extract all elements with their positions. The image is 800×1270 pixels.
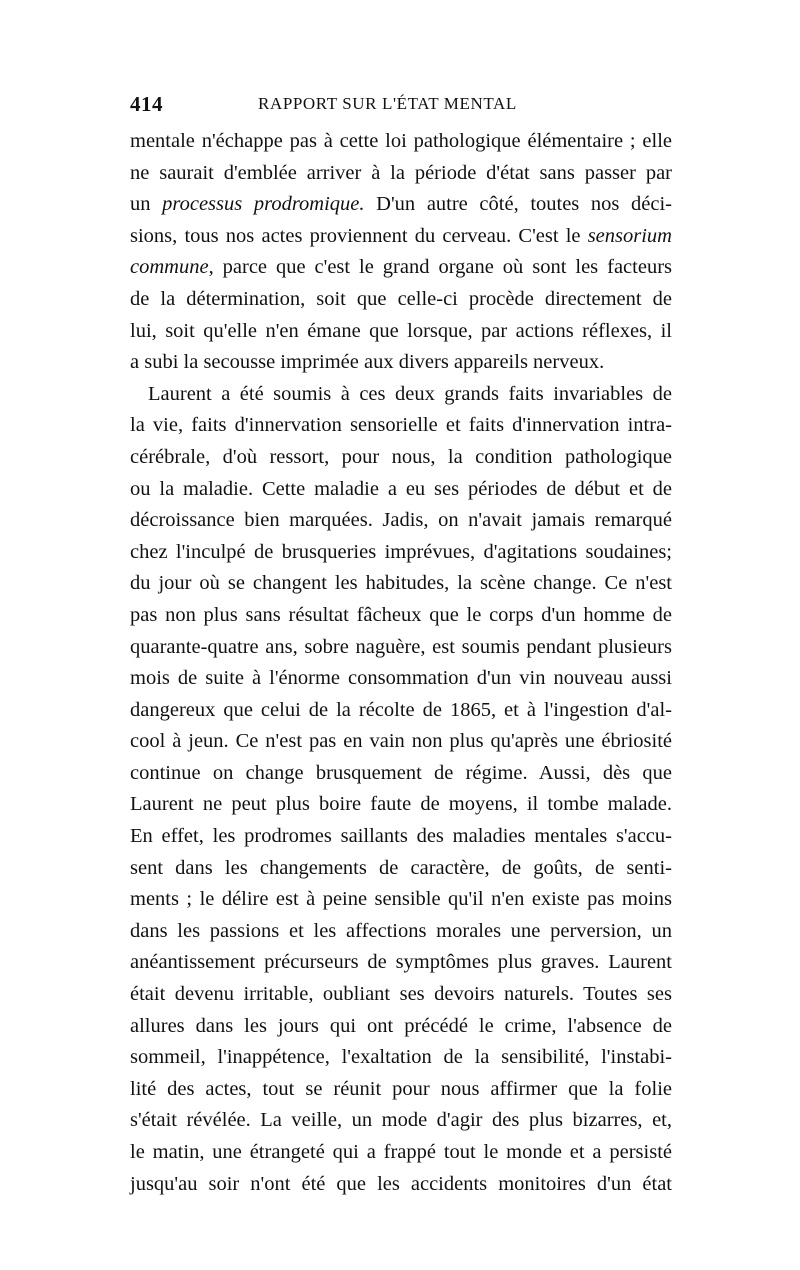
text-line xyxy=(130,632,672,664)
text-span: lui, soit qu'elle n'en émane que lorsque, par actions réflexes, il xyxy=(130,319,672,342)
text-line xyxy=(130,758,672,790)
text-span: du jour où se changent les habitudes, la scène change. Ce n'est xyxy=(130,572,672,595)
text-span: Laurent ne peut plus boire faute de moyens, il tombe malade. xyxy=(130,793,672,816)
text-span: , parce que c'est le grand organe où sont les facteurs xyxy=(208,256,672,279)
text-line xyxy=(130,600,672,632)
text-line xyxy=(130,158,672,190)
text-line xyxy=(130,916,672,948)
text-line xyxy=(130,1169,672,1201)
text-span: Laurent a été soumis à ces deux grands faits invariables de xyxy=(148,382,672,405)
text-span: ments ; le délire est à peine sensible qu'il n'en existe pas moins xyxy=(130,888,672,911)
text-line xyxy=(130,221,672,253)
text-line xyxy=(130,284,672,316)
text-line xyxy=(130,884,672,916)
text-span: sions, tous nos actes proviennent du cerveau. C'est le xyxy=(130,224,588,247)
text-span: était devenu irritable, oubliant ses devoirs naturels. Toutes ses xyxy=(130,983,672,1006)
body-text xyxy=(130,126,672,1200)
text-line xyxy=(130,821,672,853)
text-span: décroissance bien marquées. Jadis, on n'avait jamais remarqué xyxy=(130,509,672,532)
running-head: RAPPORT SUR L'ÉTAT MENTAL xyxy=(258,94,517,113)
text-line xyxy=(130,252,672,284)
text-span: mentale n'échappe pas à cette loi pathologique élémentaire ; elle xyxy=(130,130,672,152)
text-span: la vie, faits d'innervation sensorielle et faits d'innervation intra- xyxy=(130,414,672,437)
text-span: un xyxy=(130,193,163,216)
text-span: s'était révélée. La veille, un mode d'agir des plus bizarres, et, xyxy=(130,1109,672,1132)
text-span: lité des actes, tout se réunit pour nous affirmer que la folie xyxy=(130,1077,672,1100)
text-span: dangereux que celui de la récolte de 1865, et à l'ingestion d'al- xyxy=(130,698,672,721)
text-line xyxy=(130,1011,672,1043)
text-line xyxy=(130,789,672,821)
text-line xyxy=(130,1105,672,1137)
text-span: jusqu'au soir n'ont été que les accidents monitoires d'un état xyxy=(130,1172,672,1195)
text-span: D'un autre côté, toutes nos déci- xyxy=(364,193,673,216)
text-span: En effet, les prodromes saillants des maladies mentales s'accu- xyxy=(130,825,672,848)
text-line xyxy=(130,568,672,600)
text-line xyxy=(130,474,672,506)
text-span: de la détermination, soit que celle-ci procède directement de xyxy=(130,287,672,310)
text-line xyxy=(130,1042,672,1074)
text-span: ou la maladie. Cette maladie a eu ses périodes de début et de xyxy=(130,477,672,500)
text-span: ne saurait d'emblée arriver à la période d'état sans passer par xyxy=(130,161,672,184)
text-span: le matin, une étrangeté qui a frappé tout le monde et a persisté xyxy=(130,1141,672,1163)
text-line xyxy=(130,979,672,1011)
text-span: mois de suite à l'énorme consommation d'un vin nouveau aussi xyxy=(130,667,672,690)
text-line xyxy=(130,537,672,569)
text-line xyxy=(130,189,672,221)
text-line xyxy=(130,442,672,474)
paragraph xyxy=(130,126,672,379)
page-header xyxy=(130,92,672,114)
text-line xyxy=(130,663,672,695)
text-line xyxy=(130,1074,672,1106)
page-number: 414 xyxy=(130,92,163,116)
text-span: sommeil, l'inappétence, l'exaltation de la sensibilité, l'instabi- xyxy=(130,1046,672,1069)
italic-text: sensorium xyxy=(587,224,672,247)
text-line xyxy=(130,695,672,727)
paragraph xyxy=(130,379,672,1200)
text-span: cérébrale, d'où ressort, pour nous, la condition pathologique xyxy=(130,445,672,468)
text-line xyxy=(130,1137,672,1169)
text-span: continue on change brusquement de régime. Aussi, dès que xyxy=(130,761,672,784)
text-line xyxy=(130,347,672,379)
text-line xyxy=(130,853,672,885)
text-span: allures dans les jours qui ont précédé le crime, l'absence de xyxy=(130,1014,672,1037)
text-line xyxy=(130,316,672,348)
text-span: sent dans les changements de caractère, de goûts, de senti- xyxy=(130,856,672,879)
text-span: pas non plus sans résultat fâcheux que le corps d'un homme de xyxy=(130,603,672,626)
text-span: chez l'inculpé de brusqueries imprévues, d'agitations soudaines; xyxy=(130,540,672,563)
text-span: a subi la secousse imprimée aux divers appareils nerveux. xyxy=(130,351,605,374)
text-span: cool à jeun. Ce n'est pas en vain non plus qu'après une ébriosité xyxy=(130,730,672,753)
text-line xyxy=(130,410,672,442)
text-line xyxy=(130,947,672,979)
text-line xyxy=(130,726,672,758)
italic-text: commune xyxy=(130,256,209,279)
text-line xyxy=(130,505,672,537)
text-span: quarante-quatre ans, sobre naguère, est soumis pendant plusieurs xyxy=(130,635,672,658)
text-line xyxy=(130,126,672,158)
text-span: anéantissement précurseurs de symptômes plus graves. Laurent xyxy=(130,951,672,974)
text-line xyxy=(130,379,672,411)
text-span: dans les passions et les affections morales une perversion, un xyxy=(130,919,672,942)
italic-text: processus prodromique. xyxy=(162,193,365,216)
